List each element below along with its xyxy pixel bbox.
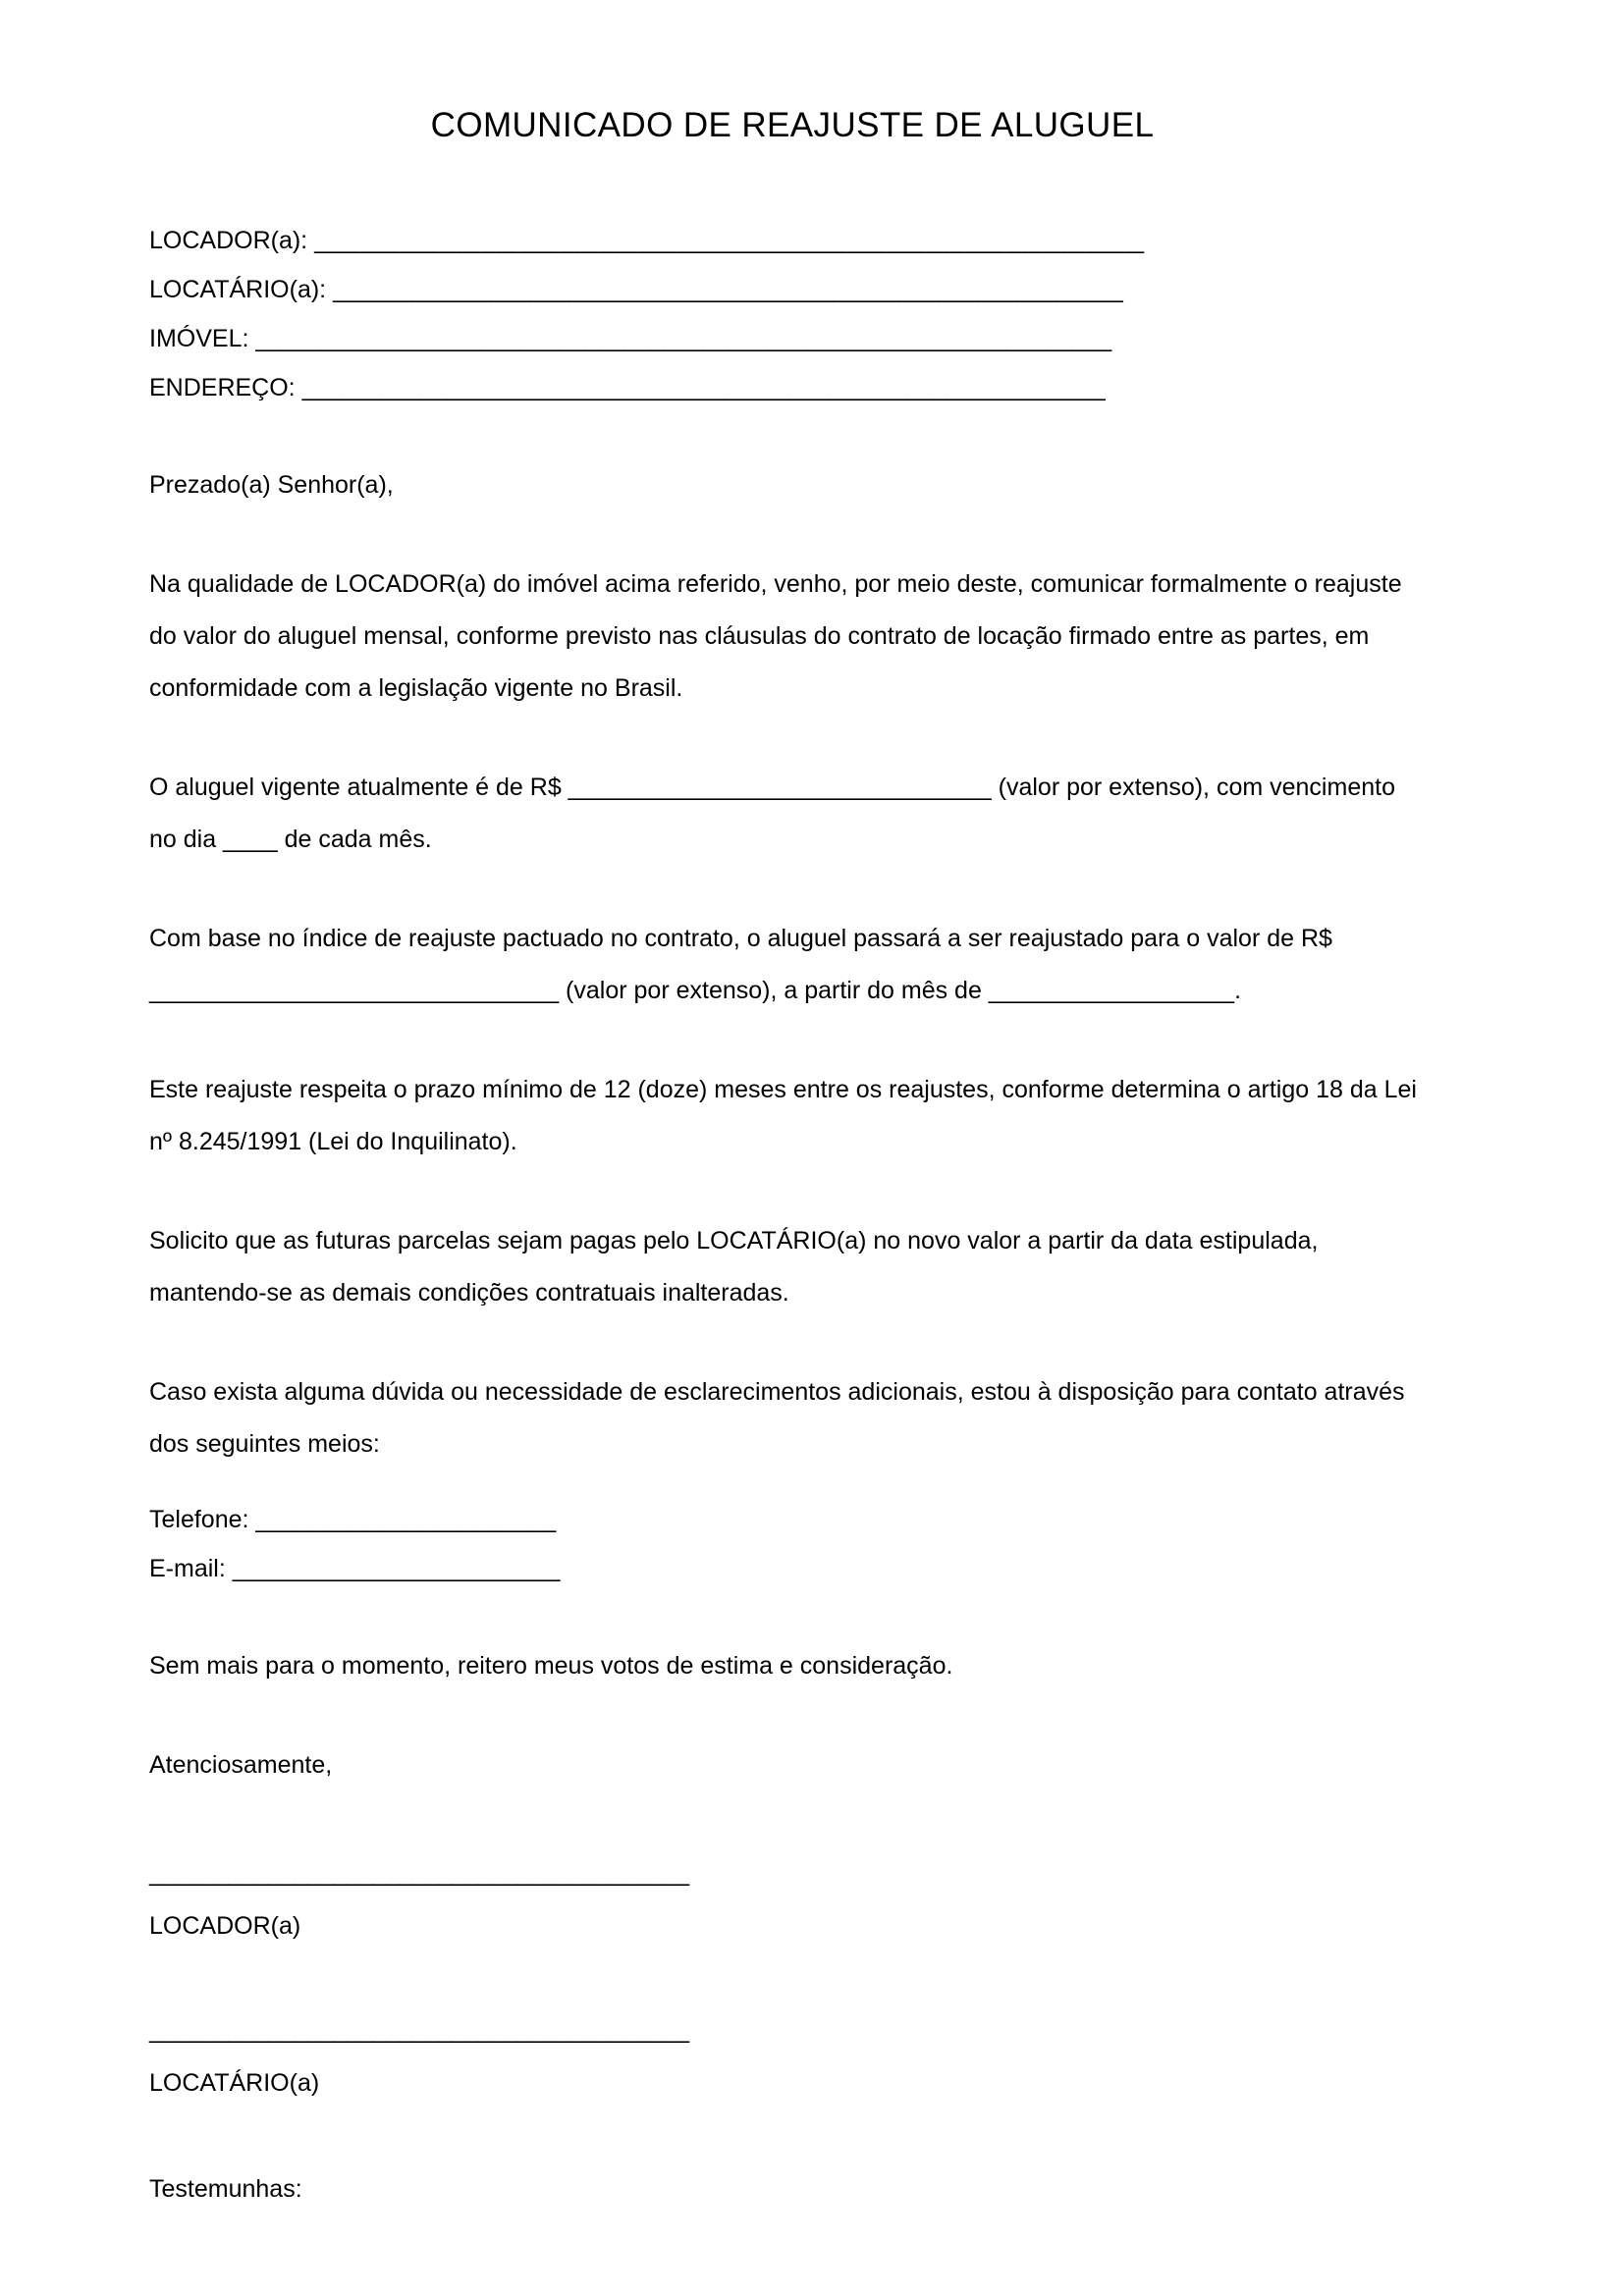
contact-email[interactable]: E-mail: ________________________ [149, 1555, 561, 1582]
paragraph-payment-request: Solicito que as futuras parcelas sejam pagas pelo LOCATÁRIO(a) no novo valor a partir da data estipulada, mantendo-se as demais condições contratuais inalteradas. [149, 1227, 1319, 1307]
greeting-text: Prezado(a) Senhor(a), [149, 471, 394, 499]
field-row-locador [149, 216, 1475, 265]
paragraph-adjusted-rent: Com base no índice de reajuste pactuado no contrato, o aluguel passará a ser reajustado para o valor de R$ ______________________________ (valor por extenso), a partir do mês de __________________. [149, 925, 1332, 1004]
field-label-locador: LOCADOR(a): [149, 227, 308, 254]
field-label-imovel: IMÓVEL: [149, 325, 249, 352]
field-row-endereco [149, 363, 1475, 412]
witnesses-label: Testemunhas: [149, 2175, 302, 2203]
paragraph-legal-term: Este reajuste respeita o prazo mínimo de 12 (doze) meses entre os reajustes, conforme determina o artigo 18 da Lei nº 8.245/1991 (Lei do Inquilinato). [149, 1076, 1417, 1155]
paragraph-contact-intro: Caso exista alguma dúvida ou necessidade de esclarecimentos adicionais, estou à disposição para contato através dos seguintes meios: [149, 1378, 1405, 1458]
signature-label-locador: LOCADOR(a) [149, 1912, 301, 1940]
document-body [149, 106, 1475, 2212]
page-title: COMUNICADO DE REAJUSTE DE ALUGUEL [430, 106, 1155, 144]
signature-label-locatario: LOCATÁRIO(a) [149, 2069, 320, 2097]
field-blank-locador[interactable]: _______________________________________________________________ [314, 227, 1144, 254]
paragraph-intro: Na qualidade de LOCADOR(a) do imóvel acima referido, venho, por meio deste, comunicar formalmente o reajuste do valor do aluguel mensal, conforme previsto nas cláusulas do contrato de locação firmado entre as partes, em conformidade com a legislação vigente no Brasil. [149, 570, 1402, 702]
field-blank-locatario[interactable]: ____________________________________________________________ [333, 276, 1123, 303]
signature-rule-locador[interactable]: _________________________________________ [149, 1859, 689, 1887]
field-blank-imovel[interactable]: _________________________________________________________________ [255, 325, 1111, 352]
closing-note: Sem mais para o momento, reitero meus votos de estima e consideração. [149, 1652, 953, 1680]
paragraph-current-rent: O aluguel vigente atualmente é de R$ _______________________________ (valor por extenso), com vencimento no dia ____ de cada mês. [149, 774, 1395, 853]
field-blank-endereco[interactable]: _____________________________________________________________ [301, 374, 1106, 401]
contact-phone[interactable]: Telefone: ______________________ [149, 1506, 557, 1533]
signature-rule-locatario[interactable]: _________________________________________ [149, 2016, 689, 2044]
closing-salutation: Atenciosamente, [149, 1751, 333, 1779]
field-row-locatario [149, 265, 1475, 314]
field-label-locatario: LOCATÁRIO(a): [149, 276, 327, 303]
field-row-imovel [149, 314, 1475, 363]
field-label-endereco: ENDEREÇO: [149, 374, 296, 401]
